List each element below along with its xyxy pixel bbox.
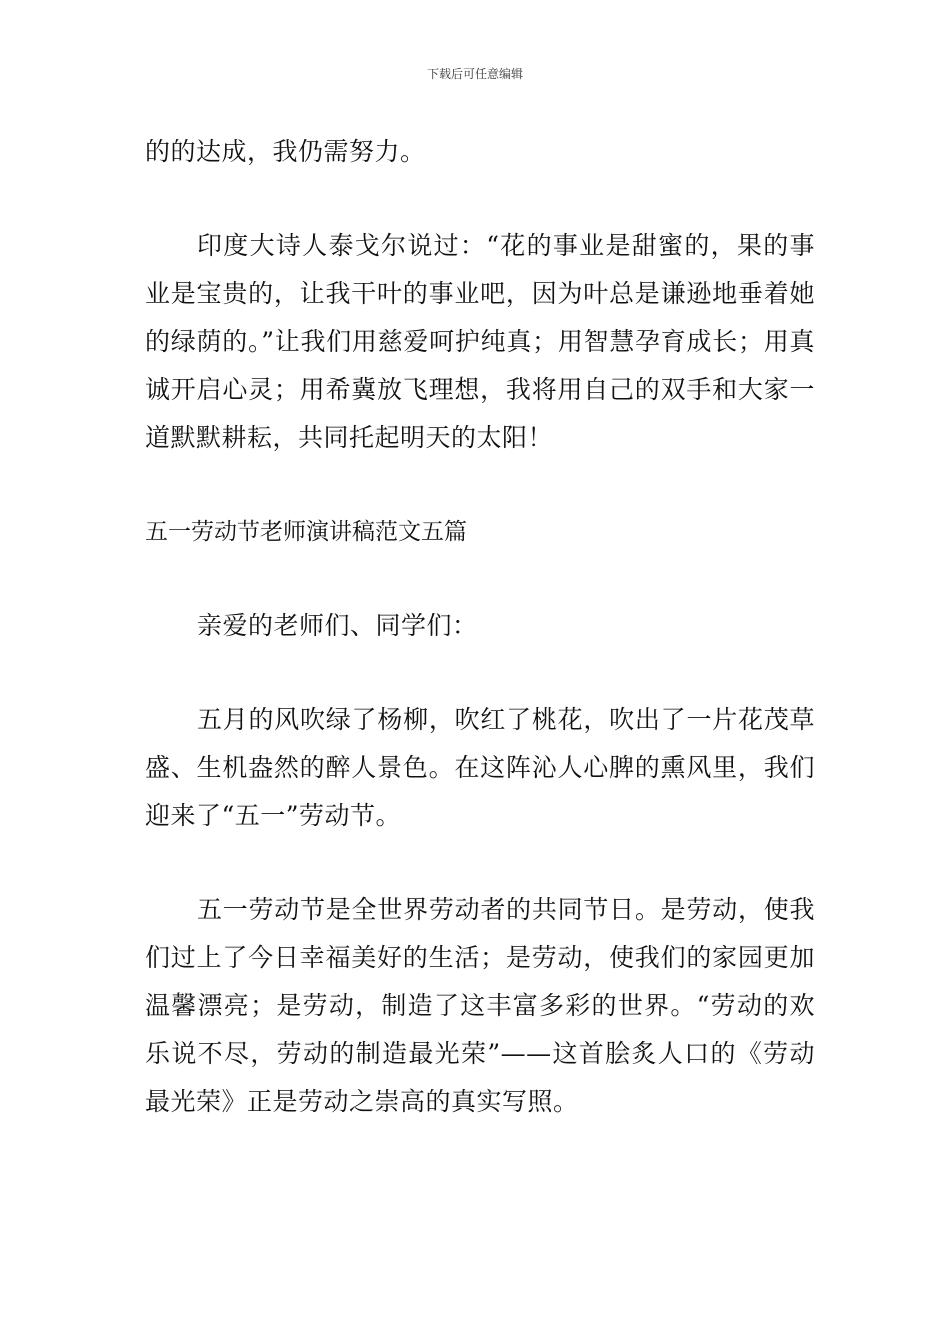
- paragraph-may-wind: 五月的风吹绿了杨柳，吹红了桃花，吹出了一片花茂草盛、生机盎然的醉人景色。在这阵沁人心脾的熏风里，我们迎来了“五一”劳动节。: [145, 705, 815, 830]
- paragraph-labor-day: 五一劳动节是全世界劳动者的共同节日。是劳动，使我们过上了今日幸福美好的生活；是劳动，使我们的家园更加温馨漂亮；是劳动，制造了这丰富多彩的世界。“劳动的欢乐说不尽，劳动的制造最光荣”——这首脍炙人口的《劳动最光荣》正是劳动之崇高的真实写照。: [145, 895, 815, 1116]
- paragraph-continuation: 的的达成，我仍需努力。: [145, 137, 426, 166]
- paragraph-gap: [145, 462, 815, 508]
- section-title: 五一劳动节老师演讲稿范文五篇: [145, 519, 467, 545]
- greeting: 亲爱的老师们、同学们：: [197, 611, 478, 640]
- paragraph-tagore-quote: 印度大诗人泰戈尔说过：“花的事业是甜蜜的，果的事业是宝贵的，让我干叶的事业吧，因为叶总是谦逊地垂着她的绿荫的。”让我们用慈爱呵护纯真；用智慧孕育成长；用真诚开启心灵；用希冀放飞理想，我将用自己的双手和大家一道默默耕耘，共同托起明天的太阳！: [145, 231, 815, 452]
- paragraph-gap: [145, 840, 815, 886]
- document-body: [145, 128, 815, 1126]
- paragraph-gap: [145, 650, 815, 696]
- page-header: 下载后可任意编辑: [426, 67, 523, 81]
- paragraph-gap: [145, 556, 815, 602]
- paragraph-gap: [145, 176, 815, 222]
